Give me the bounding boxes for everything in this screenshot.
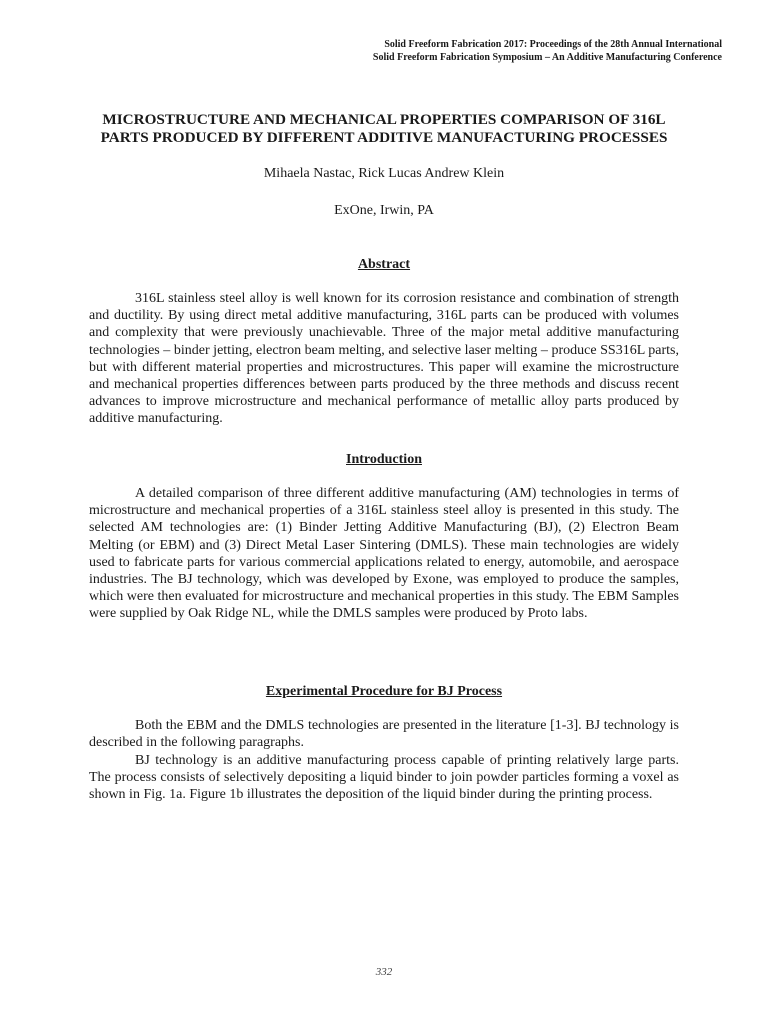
paper-title-line-2: PARTS PRODUCED BY DIFFERENT ADDITIVE MANUFACTURING PROCESSES [100,129,668,146]
paper-title-line-1: MICROSTRUCTURE AND MECHANICAL PROPERTIES COMPARISON OF 316L [102,111,666,128]
experimental-paragraph-1: Both the EBM and the DMLS technologies are presented in the literature [1-3]. BJ technology is described in the following paragraphs. [89,718,679,751]
page-number: 332 [375,966,393,978]
abstract-paragraph: 316L stainless steel alloy is well known for its corrosion resistance and combination of strength and ductility. By using direct metal additive manufacturing, 316L parts can be produced with volumes and complexity that were previously unachievable. Three of the major metal additive manufacturing technologies – binder jetting, electron beam melting, and selective laser melting – produce SS316L parts, but with different material properties and microstructures. This paper will examine the microstructure and mechanical properties differences between parts produced by the three methods and discuss recent advances to improve microstructure and mechanical performance of metallic alloy parts produced by additive manufacturing. [89,291,679,427]
experimental-procedure-heading: Experimental Procedure for BJ Process [265,684,503,699]
experimental-paragraph-2: BJ technology is an additive manufacturing process capable of printing relatively large parts. The process consists of selectively depositing a liquid binder to join powder particles forming a voxel as shown in Fig. 1a. Figure 1b illustrates the deposition of the liquid binder during the printing process. [89,753,679,803]
conference-header [373,38,722,64]
introduction-paragraph: A detailed comparison of three different additive manufacturing (AM) technologies in terms of microstructure and mechanical properties of a 316L stainless steel alloy is presented in this study. The selected AM technologies are: (1) Binder Jetting Additive Manufacturing (BJ), (2) Electron Beam Melting (or EBM) and (3) Direct Metal Laser Sintering (DMLS). These main technologies are widely used to fabricate parts for various commercial applications related to energy, automobile, and aerospace industries. The BJ technology, which was developed by Exone, was employed to produce the samples, which were then evaluated for microstructure and mechanical properties in this study. The EBM Samples were supplied by Oak Ridge NL, while the DMLS samples were produced by Proto labs. [89,486,679,622]
abstract-heading: Abstract [357,257,411,272]
conference-header-line-1: Solid Freeform Fabrication 2017: Proceedings of the 28th Annual International [384,39,722,50]
affiliation: ExOne, Irwin, PA [334,203,434,218]
introduction-heading: Introduction [346,452,422,467]
authors: Mihaela Nastac, Rick Lucas Andrew Klein [263,166,505,181]
conference-header-line-2: Solid Freeform Fabrication Symposium – An Additive Manufacturing Conference [372,52,722,63]
paper-title [60,111,708,147]
